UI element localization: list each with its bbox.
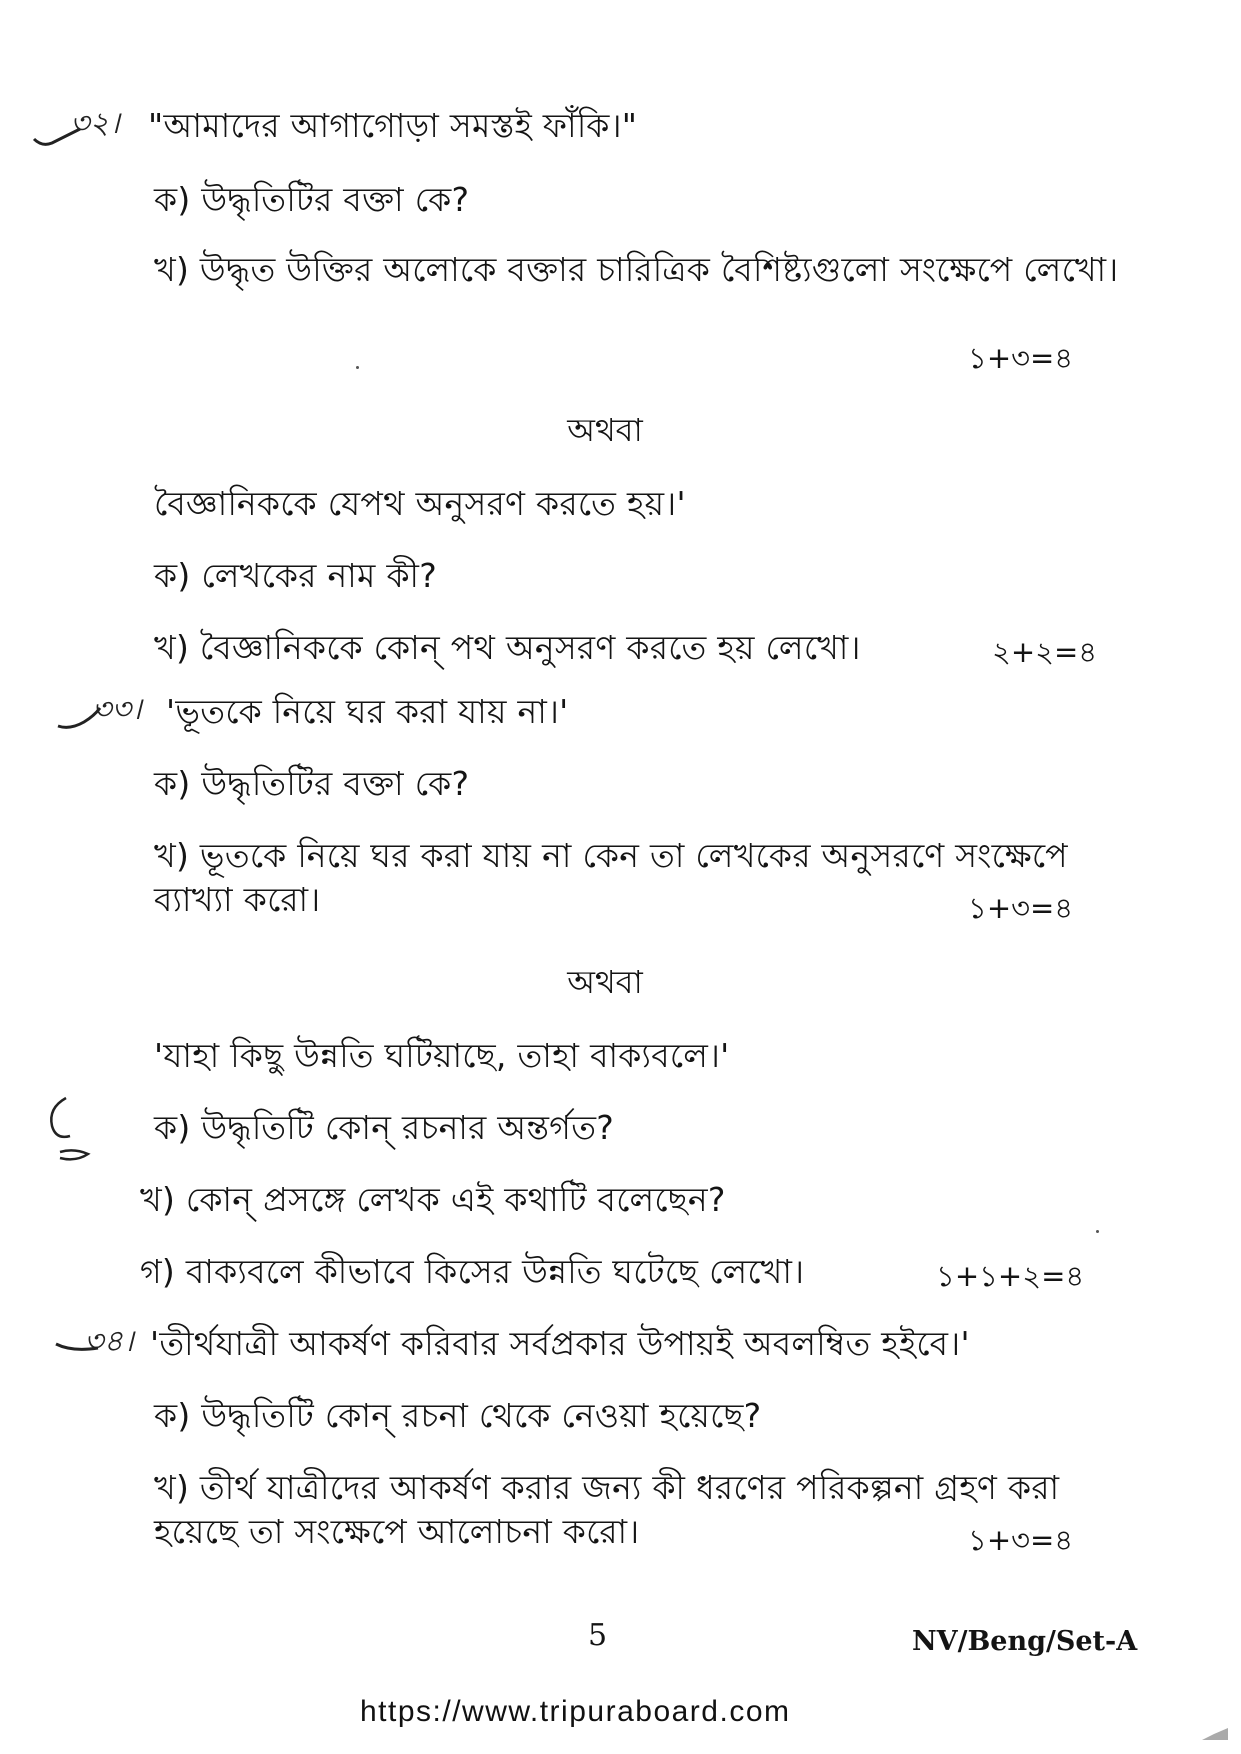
question-33-alt-quote: 'যাহা কিছু উন্নতি ঘটিয়াছে, তাহা বাক্যবলে।': [154, 1036, 730, 1075]
question-34-quote: 'তীর্থযাত্রী আকর্ষণ করিবার সর্বপ্রকার উপায়ই অবলম্বিত হইবে।': [150, 1324, 970, 1363]
question-32-quote: "আমাদের আগাগোড়া সমস্তই ফাঁকি।": [148, 106, 638, 145]
scan-artifact: [1200, 1726, 1230, 1742]
question-32-alt-quote: বৈজ্ঞানিককে যেপথ অনুসরণ করতে হয়।': [154, 484, 686, 523]
speck: [356, 366, 359, 369]
question-33-quote: 'ভূতকে নিয়ে ঘর করা যায় না।': [166, 692, 569, 731]
or-divider-33: অথবা: [567, 963, 643, 1001]
question-33-part-b-line1: খ) ভূতকে নিয়ে ঘর করা যায় না কেন তা লেখকের অনুসরণে সংক্ষেপে: [154, 836, 1068, 875]
question-32-alt-part-a: ক) লেখকের নাম কী?: [154, 556, 438, 595]
question-32-alt-part-b: খ) বৈজ্ঞানিককে কোন্ পথ অনুসরণ করতে হয় লেখো।: [154, 628, 861, 667]
question-33-alt-part-b: খ) কোন্ প্রসঙ্গে লেখক এই কথাটি বলেছেন?: [140, 1180, 726, 1219]
question-32-part-b: খ) উদ্ধৃত উক্তির অলোকে বক্তার চারিত্রিক বৈশিষ্ট্যগুলো সংক্ষেপে লেখো।: [154, 250, 1119, 289]
paper-code: NV/Beng/Set-A: [912, 1626, 1138, 1657]
question-33-part-b-line2: ব্যাখ্যা করো।: [154, 880, 321, 919]
question-33-part-a: ক) উদ্ধৃতিটির বক্তা কে?: [154, 764, 470, 803]
question-34-part-b-line2: হয়েছে তা সংক্ষেপে আলোচনা করো।: [154, 1512, 640, 1551]
question-33-alt-part-a: ক) উদ্ধৃতিটি কোন্ রচনার অন্তর্গত?: [154, 1108, 615, 1147]
speck: [1096, 1230, 1099, 1233]
question-33-alt-part-c: গ) বাক্যবলে কীভাবে কিসের উন্নতি ঘটেছে লেখো।: [140, 1252, 805, 1291]
question-32-alt-marks: ২+২=৪: [992, 635, 1098, 669]
question-34-part-a: ক) উদ্ধৃতিটি কোন্ রচনা থেকে নেওয়া হয়েছে?: [154, 1396, 762, 1435]
website-url[interactable]: https://www.tripuraboard.com: [360, 1695, 791, 1728]
question-32-marks: ১+৩=৪: [968, 341, 1074, 375]
question-number-33: ৩৩।: [92, 692, 142, 727]
question-33-marks: ১+৩=৪: [968, 891, 1074, 925]
question-number-32: ৩২।: [70, 106, 120, 141]
question-number-34: ৩৪।: [84, 1324, 134, 1359]
page-number: 5: [588, 1618, 608, 1653]
question-33-alt-marks: ১+১+২=৪: [936, 1259, 1085, 1293]
question-34-part-b-line1: খ) তীর্থ যাত্রীদের আকর্ষণ করার জন্য কী ধরণের পরিকল্পনা গ্রহণ করা: [154, 1468, 1060, 1507]
or-divider-32: অথবা: [567, 411, 643, 449]
question-32-part-a: ক) উদ্ধৃতিটির বক্তা কে?: [154, 180, 470, 219]
handwritten-mark: [40, 1092, 100, 1172]
question-34-marks: ১+৩=৪: [968, 1523, 1074, 1557]
